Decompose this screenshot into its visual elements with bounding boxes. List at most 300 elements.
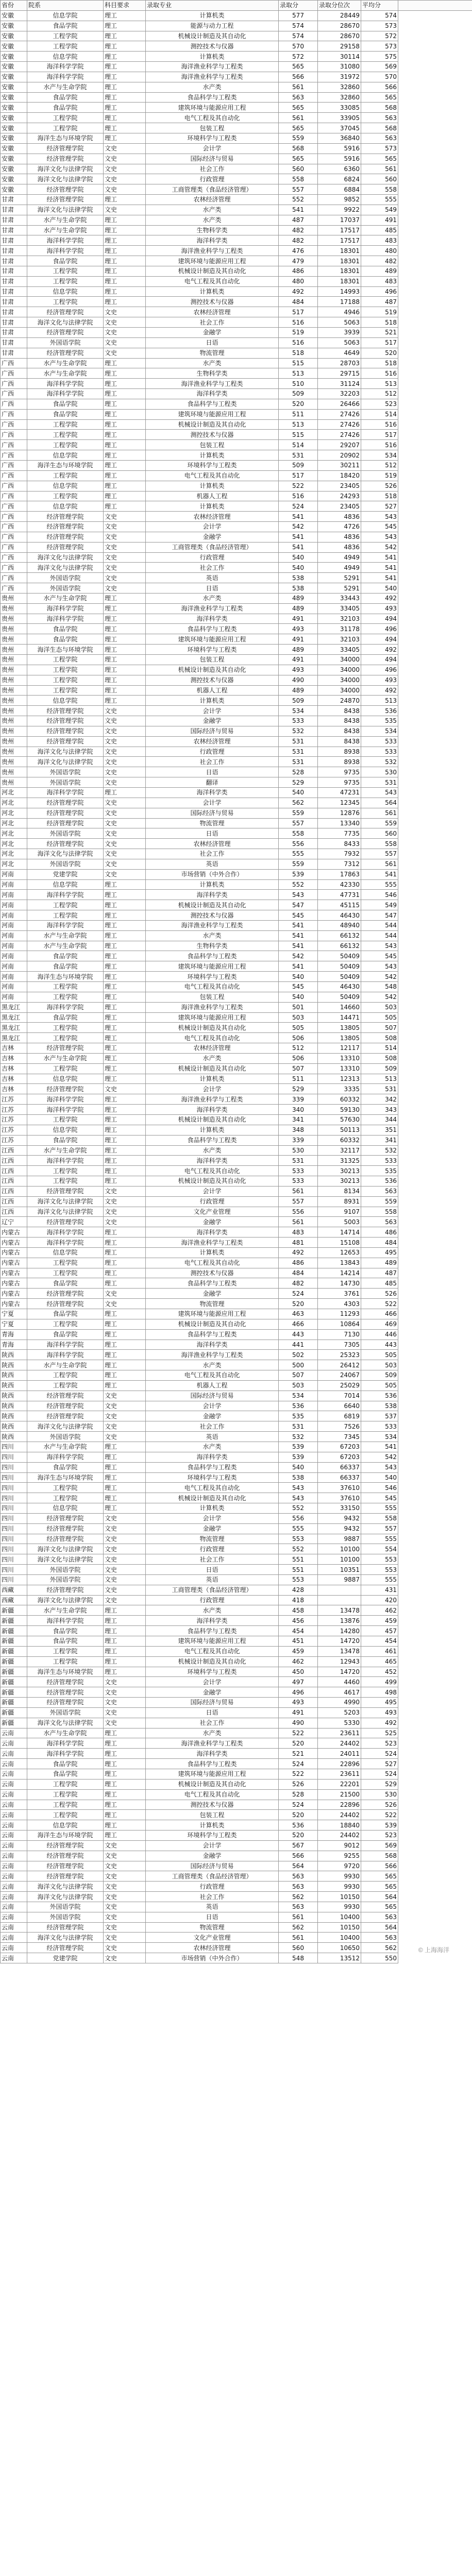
blank-margin — [398, 767, 472, 777]
cell-subject: 文史 — [104, 1565, 146, 1575]
table-row — [1, 930, 472, 941]
cell-college: 工程学院 — [27, 1258, 104, 1268]
cell-major: 计算机类 — [146, 879, 279, 890]
cell-major: 能源与动力工程 — [146, 21, 279, 31]
cell-major: 海洋科学类 — [146, 787, 279, 798]
cell-average: 498 — [361, 1687, 398, 1698]
cell-college: 工程学院 — [27, 491, 104, 501]
cell-score: 340 — [279, 1105, 318, 1115]
cell-subject: 理工 — [104, 419, 146, 430]
cell-average: 516 — [361, 419, 398, 430]
cell-college: 海洋生态与环境学院 — [27, 1667, 104, 1677]
cell-rank: 17863 — [318, 869, 361, 879]
cell-college: 海洋文化与法律学院 — [27, 849, 104, 859]
blank-margin — [398, 1176, 472, 1187]
cell-province: 内蒙古 — [1, 1268, 27, 1278]
cell-major: 机械设计制造及其自动化 — [146, 31, 279, 41]
table-row — [1, 879, 472, 890]
cell-province: 安徽 — [1, 21, 27, 31]
cell-score: 533 — [279, 716, 318, 726]
table-row — [1, 736, 472, 747]
cell-subject: 文史 — [104, 143, 146, 154]
cell-score: 531 — [279, 1421, 318, 1432]
cell-subject: 理工 — [104, 470, 146, 481]
table-row — [1, 1636, 472, 1647]
blank-margin — [398, 328, 472, 338]
cell-rank: 25323 — [318, 1350, 361, 1360]
blank-margin — [398, 164, 472, 174]
cell-province: 河南 — [1, 982, 27, 992]
cell-subject: 文史 — [104, 1207, 146, 1217]
cell-rank — [318, 1595, 361, 1605]
cell-average: 493 — [361, 1707, 398, 1718]
blank-margin — [398, 972, 472, 982]
cell-rank: 17517 — [318, 225, 361, 235]
cell-rank: 50409 — [318, 972, 361, 982]
cell-rank: 33905 — [318, 113, 361, 123]
cell-major: 海洋科学类 — [146, 1156, 279, 1166]
cell-major: 计算机类 — [146, 1074, 279, 1084]
cell-average: 550 — [361, 1953, 398, 1963]
cell-score: 509 — [279, 460, 318, 470]
table-row — [1, 716, 472, 726]
cell-score: 543 — [279, 1493, 318, 1503]
cell-rank: 32860 — [318, 92, 361, 103]
cell-major: 行政管理 — [146, 1595, 279, 1605]
cell-average: 535 — [361, 1166, 398, 1176]
cell-college: 经济管理学院 — [27, 1401, 104, 1411]
cell-average: 566 — [361, 1861, 398, 1871]
table-row — [1, 726, 472, 736]
blank-margin — [398, 818, 472, 828]
cell-rank: 8438 — [318, 736, 361, 747]
cell-subject: 理工 — [104, 276, 146, 286]
blank-margin — [398, 1370, 472, 1381]
cell-rank: 9930 — [318, 1902, 361, 1912]
cell-college: 海洋文化与法律学院 — [27, 1544, 104, 1554]
cell-subject: 文史 — [104, 1084, 146, 1094]
cell-college: 工程学院 — [27, 297, 104, 307]
cell-rank: 36840 — [318, 133, 361, 143]
cell-province: 云南 — [1, 1779, 27, 1789]
cell-subject: 理工 — [104, 982, 146, 992]
cell-province: 新疆 — [1, 1626, 27, 1636]
cell-subject: 文史 — [104, 1851, 146, 1861]
table-row — [1, 1503, 472, 1514]
cell-major: 海洋渔业科学与工程类 — [146, 379, 279, 389]
cell-province: 河南 — [1, 992, 27, 1002]
cell-average: 546 — [361, 1483, 398, 1493]
cell-college: 食品学院 — [27, 634, 104, 645]
cell-subject: 理工 — [104, 1667, 146, 1677]
cell-score: 561 — [279, 1912, 318, 1922]
cell-major: 包装工程 — [146, 440, 279, 450]
cell-major: 物流管理 — [146, 1299, 279, 1309]
cell-college: 外国语学院 — [27, 583, 104, 594]
cell-rank: 8438 — [318, 716, 361, 726]
table-row — [1, 1513, 472, 1523]
cell-subject: 理工 — [104, 1462, 146, 1472]
cell-major: 电气工程及其自动化 — [146, 276, 279, 286]
cell-rank: 6884 — [318, 184, 361, 195]
cell-score: 491 — [279, 1707, 318, 1718]
cell-major: 机器人工程 — [146, 491, 279, 501]
cell-province: 广西 — [1, 583, 27, 594]
cell-score: 541 — [279, 920, 318, 930]
cell-subject: 文史 — [104, 1922, 146, 1933]
cell-province: 贵州 — [1, 777, 27, 788]
blank-margin — [398, 491, 472, 501]
cell-subject: 理工 — [104, 1309, 146, 1319]
cell-major: 会计学 — [146, 706, 279, 716]
cell-score: 451 — [279, 1636, 318, 1647]
cell-major: 水产类 — [146, 593, 279, 603]
cell-subject: 文史 — [104, 839, 146, 849]
cell-major: 电气工程及其自动化 — [146, 1483, 279, 1493]
cell-score: 509 — [279, 696, 318, 706]
cell-rank: 9887 — [318, 1534, 361, 1544]
cell-rank: 31325 — [318, 1156, 361, 1166]
cell-college: 海洋科学学院 — [27, 72, 104, 82]
blank-margin — [398, 235, 472, 246]
cell-rank: 4836 — [318, 512, 361, 522]
table-row — [1, 828, 472, 839]
blank-margin — [398, 1800, 472, 1810]
cell-score: 520 — [279, 1299, 318, 1309]
cell-rank: 48940 — [318, 920, 361, 930]
cell-province: 河南 — [1, 951, 27, 961]
cell-college: 水产与生命学院 — [27, 82, 104, 92]
cell-rank: 20902 — [318, 450, 361, 461]
table-row — [1, 951, 472, 961]
cell-province: 辽宁 — [1, 1217, 27, 1227]
cell-province: 贵州 — [1, 675, 27, 685]
table-row — [1, 1145, 472, 1156]
cell-major: 行政管理 — [146, 1196, 279, 1207]
cell-average: 487 — [361, 297, 398, 307]
cell-subject: 文史 — [104, 348, 146, 358]
cell-province: 甘肃 — [1, 307, 27, 317]
cell-average: 563 — [361, 1912, 398, 1922]
cell-province: 江西 — [1, 1156, 27, 1166]
blank-margin — [398, 593, 472, 603]
cell-score: 522 — [279, 1728, 318, 1738]
cell-score: 531 — [279, 757, 318, 767]
cell-score: 566 — [279, 72, 318, 82]
cell-subject: 文史 — [104, 1544, 146, 1554]
cell-score: 547 — [279, 900, 318, 910]
cell-score: 556 — [279, 839, 318, 849]
cell-province: 云南 — [1, 1851, 27, 1861]
cell-average: 543 — [361, 941, 398, 951]
cell-college: 工程学院 — [27, 1493, 104, 1503]
cell-subject: 理工 — [104, 31, 146, 41]
cell-score: 492 — [279, 286, 318, 297]
blank-margin — [398, 297, 472, 307]
cell-subject: 理工 — [104, 1033, 146, 1043]
cell-subject: 理工 — [104, 1166, 146, 1176]
cell-major: 金融学 — [146, 1687, 279, 1698]
cell-major: 建筑环境与能源应用工程 — [146, 634, 279, 645]
cell-score: 558 — [279, 828, 318, 839]
cell-subject: 理工 — [104, 951, 146, 961]
cell-rank: 8938 — [318, 747, 361, 757]
cell-rank: 14280 — [318, 1626, 361, 1636]
cell-average: 492 — [361, 1718, 398, 1728]
cell-college: 工程学院 — [27, 31, 104, 41]
blank-margin — [398, 1698, 472, 1708]
blank-margin — [398, 1687, 472, 1698]
cell-college: 外国语学院 — [27, 1574, 104, 1585]
cell-province: 河南 — [1, 930, 27, 941]
cell-average: 514 — [361, 409, 398, 419]
cell-college: 食品学院 — [27, 1636, 104, 1647]
cell-college: 工程学院 — [27, 440, 104, 450]
cell-province: 安徽 — [1, 113, 27, 123]
cell-rank: 50409 — [318, 961, 361, 972]
cell-major: 金融学 — [146, 1217, 279, 1227]
blank-margin — [398, 1554, 472, 1565]
cell-college: 经济管理学院 — [27, 1851, 104, 1861]
table-row — [1, 123, 472, 133]
cell-score: 503 — [279, 1012, 318, 1023]
cell-rank: 24870 — [318, 696, 361, 706]
cell-college: 经济管理学院 — [27, 1687, 104, 1698]
cell-college: 海洋文化与法律学院 — [27, 1595, 104, 1605]
cell-subject: 文史 — [104, 1432, 146, 1442]
cell-subject: 文史 — [104, 869, 146, 879]
cell-rank: 8134 — [318, 1186, 361, 1196]
table-row — [1, 961, 472, 972]
cell-college: 工程学院 — [27, 1483, 104, 1493]
cell-major: 测控技术与仪器 — [146, 297, 279, 307]
cell-score: 490 — [279, 1718, 318, 1728]
cell-province: 广西 — [1, 460, 27, 470]
cell-subject: 文史 — [104, 859, 146, 869]
cell-score: 493 — [279, 1698, 318, 1708]
cell-province: 广西 — [1, 419, 27, 430]
cell-average: 505 — [361, 1012, 398, 1023]
cell-major: 测控技术与仪器 — [146, 1268, 279, 1278]
cell-college: 外国语学院 — [27, 337, 104, 348]
cell-major: 电气工程及其自动化 — [146, 113, 279, 123]
cell-major: 会计学 — [146, 143, 279, 154]
cell-major: 社会工作 — [146, 1554, 279, 1565]
cell-province: 贵州 — [1, 716, 27, 726]
cell-major: 生物科学类 — [146, 368, 279, 379]
cell-college: 外国语学院 — [27, 859, 104, 869]
blank-margin — [398, 1350, 472, 1360]
cell-province: 江苏 — [1, 1094, 27, 1105]
blank-margin — [398, 859, 472, 869]
header-subject: 科目要求 — [104, 1, 146, 11]
cell-average: 532 — [361, 1145, 398, 1156]
table-row — [1, 747, 472, 757]
cell-major: 建筑环境与能源应用工程 — [146, 961, 279, 972]
cell-average: 564 — [361, 1892, 398, 1902]
cell-score: 521 — [279, 1749, 318, 1759]
cell-subject: 文史 — [104, 1554, 146, 1565]
cell-college: 水产与生命学院 — [27, 941, 104, 951]
cell-subject: 理工 — [104, 195, 146, 205]
cell-score: 486 — [279, 266, 318, 276]
cell-average: 541 — [361, 869, 398, 879]
blank-margin — [398, 1278, 472, 1289]
cell-subject: 理工 — [104, 603, 146, 614]
cell-subject: 理工 — [104, 1156, 146, 1166]
cell-major: 食品科学与工程类 — [146, 1759, 279, 1769]
cell-subject: 理工 — [104, 593, 146, 603]
cell-rank: 66132 — [318, 941, 361, 951]
blank-margin — [398, 133, 472, 143]
blank-margin — [398, 941, 472, 951]
table-row — [1, 1268, 472, 1278]
cell-college: 外国语学院 — [27, 777, 104, 788]
blank-margin — [398, 1523, 472, 1534]
cell-rank: 9255 — [318, 1851, 361, 1861]
cell-rank: 13805 — [318, 1033, 361, 1043]
cell-college: 海洋科学学院 — [27, 890, 104, 900]
cell-score: 561 — [279, 1186, 318, 1196]
cell-average: 517 — [361, 337, 398, 348]
cell-major: 计算机类 — [146, 1125, 279, 1135]
table-row — [1, 798, 472, 808]
cell-rank: 7014 — [318, 1391, 361, 1401]
blank-margin — [398, 726, 472, 736]
cell-major: 包装工程 — [146, 123, 279, 133]
blank-margin — [398, 460, 472, 470]
blank-margin — [398, 1462, 472, 1472]
cell-score: 512 — [279, 1043, 318, 1054]
cell-average: 563 — [361, 133, 398, 143]
cell-average: 499 — [361, 1677, 398, 1687]
cell-province: 四川 — [1, 1574, 27, 1585]
table-row — [1, 1258, 472, 1268]
cell-province: 新疆 — [1, 1636, 27, 1647]
cell-major: 海洋科学类 — [146, 1105, 279, 1115]
cell-subject: 理工 — [104, 133, 146, 143]
cell-subject: 理工 — [104, 72, 146, 82]
cell-subject: 理工 — [104, 1114, 146, 1125]
cell-province: 广西 — [1, 573, 27, 583]
cell-college: 食品学院 — [27, 409, 104, 419]
cell-major: 生物科学类 — [146, 225, 279, 235]
cell-score: 541 — [279, 532, 318, 542]
cell-major: 机械设计制造及其自动化 — [146, 900, 279, 910]
cell-average: 533 — [361, 1421, 398, 1432]
cell-major: 日语 — [146, 583, 279, 594]
cell-province: 广西 — [1, 368, 27, 379]
blank-margin — [398, 1268, 472, 1278]
cell-major: 环境科学与工程类 — [146, 972, 279, 982]
cell-score: 561 — [279, 1217, 318, 1227]
cell-college: 外国语学院 — [27, 573, 104, 583]
cell-province: 贵州 — [1, 685, 27, 696]
cell-rank: 66132 — [318, 930, 361, 941]
cell-college: 海洋生态与环境学院 — [27, 1472, 104, 1483]
cell-score: 567 — [279, 1840, 318, 1851]
cell-score: 491 — [279, 655, 318, 665]
table-row — [1, 1892, 472, 1902]
cell-province: 四川 — [1, 1493, 27, 1503]
blank-margin — [398, 1882, 472, 1892]
cell-province: 贵州 — [1, 767, 27, 777]
cell-major: 电气工程及其自动化 — [146, 1033, 279, 1043]
cell-province: 江西 — [1, 1145, 27, 1156]
cell-province: 吉林 — [1, 1063, 27, 1074]
cell-college: 海洋科学学院 — [27, 603, 104, 614]
cell-score: 545 — [279, 982, 318, 992]
table-row — [1, 337, 472, 348]
cell-score: 418 — [279, 1595, 318, 1605]
cell-college: 海洋文化与法律学院 — [27, 317, 104, 328]
cell-subject: 文史 — [104, 716, 146, 726]
cell-score: 528 — [279, 767, 318, 777]
cell-college: 工程学院 — [27, 1646, 104, 1656]
blank-margin — [398, 1012, 472, 1023]
cell-major: 日语 — [146, 1912, 279, 1922]
cell-college: 海洋生态与环境学院 — [27, 460, 104, 470]
cell-subject: 理工 — [104, 266, 146, 276]
cell-average: 536 — [361, 1391, 398, 1401]
cell-rank: 32860 — [318, 82, 361, 92]
blank-margin — [398, 256, 472, 266]
cell-score: 339 — [279, 1094, 318, 1105]
cell-score: 564 — [279, 1861, 318, 1871]
cell-rank: 30211 — [318, 460, 361, 470]
cell-rank: 10351 — [318, 1565, 361, 1575]
cell-rank: 66337 — [318, 1472, 361, 1483]
cell-province: 云南 — [1, 1789, 27, 1800]
cell-major: 金融学 — [146, 328, 279, 338]
cell-major: 物流管理 — [146, 1922, 279, 1933]
cell-province: 广西 — [1, 522, 27, 532]
cell-subject: 理工 — [104, 665, 146, 675]
cell-college: 海洋文化与法律学院 — [27, 1554, 104, 1565]
cell-province: 贵州 — [1, 593, 27, 603]
cell-average: 519 — [361, 307, 398, 317]
table-row — [1, 1340, 472, 1350]
blank-margin — [398, 675, 472, 685]
cell-average: 563 — [361, 113, 398, 123]
cell-province: 河北 — [1, 798, 27, 808]
cell-subject: 理工 — [104, 10, 146, 21]
cell-average: 558 — [361, 1207, 398, 1217]
cell-province: 黑龙江 — [1, 1012, 27, 1023]
cell-score: 339 — [279, 1135, 318, 1145]
cell-subject: 理工 — [104, 645, 146, 655]
cell-subject: 理工 — [104, 1605, 146, 1616]
cell-college: 食品学院 — [27, 1278, 104, 1289]
cell-province: 四川 — [1, 1565, 27, 1575]
cell-province: 新疆 — [1, 1667, 27, 1677]
cell-score: 555 — [279, 1523, 318, 1534]
cell-score: 536 — [279, 1401, 318, 1411]
cell-score: 574 — [279, 21, 318, 31]
cell-major: 环境科学与工程类 — [146, 133, 279, 143]
cell-subject: 文史 — [104, 307, 146, 317]
cell-province: 云南 — [1, 1912, 27, 1922]
table-row — [1, 154, 472, 164]
cell-major: 金融学 — [146, 1411, 279, 1421]
blank-margin — [398, 522, 472, 532]
cell-college: 海洋生态与环境学院 — [27, 645, 104, 655]
cell-subject: 理工 — [104, 246, 146, 256]
cell-score: 492 — [279, 1247, 318, 1258]
cell-score: 531 — [279, 736, 318, 747]
table-row — [1, 1186, 472, 1196]
table-row — [1, 246, 472, 256]
